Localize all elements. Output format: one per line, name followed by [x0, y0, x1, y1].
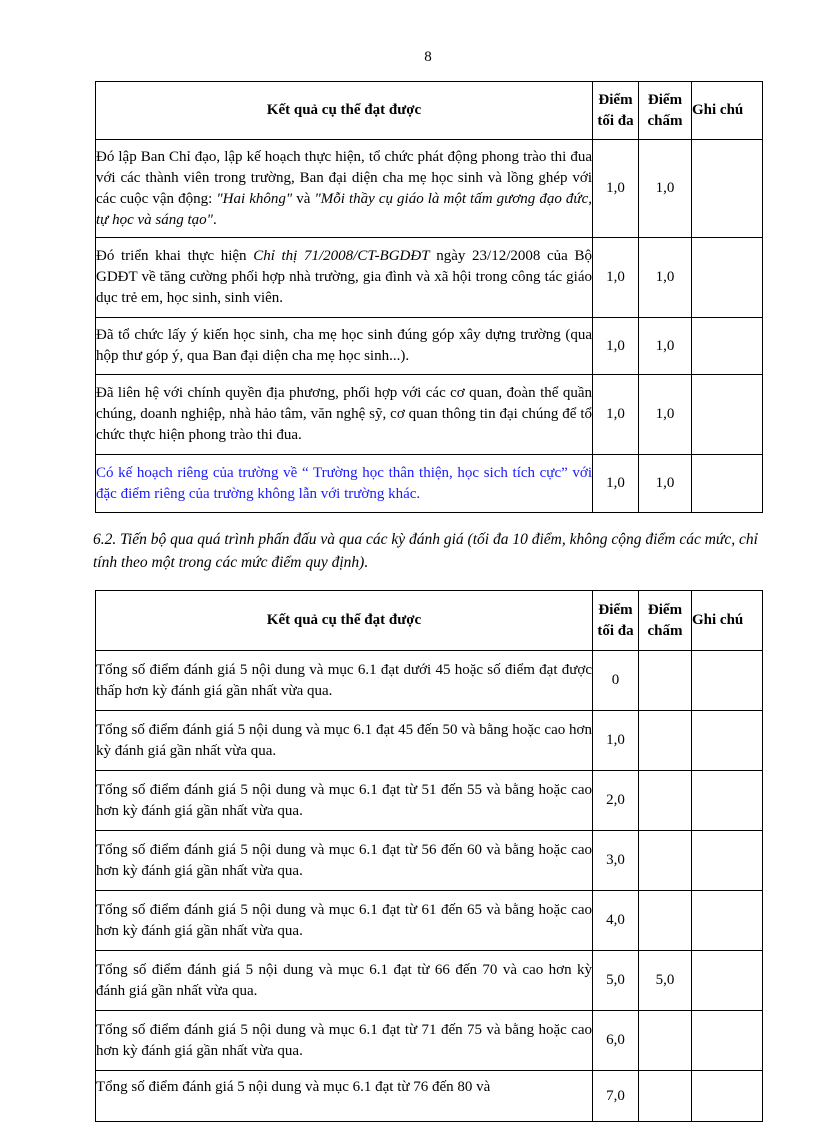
row-awarded-points: [639, 771, 692, 831]
row-max-points: 1,0: [593, 455, 639, 513]
row-awarded-points: 1,0: [639, 318, 692, 375]
row-content: [96, 238, 593, 318]
row-max-points: 3,0: [593, 831, 639, 891]
row-content: Tổng số điểm đánh giá 5 nội dung và mục 6.1 đạt từ 66 đến 70 và cao hơn kỳ đánh giá gần nhất vừa qua.: [96, 951, 593, 1011]
header-notes: Ghi chú: [692, 82, 763, 140]
table-row: [96, 140, 763, 238]
row-awarded-points: [639, 1011, 692, 1071]
row-max-points: 1,0: [593, 318, 639, 375]
row-note: [692, 651, 763, 711]
row-note: [692, 1071, 763, 1122]
row-max-points: 1,0: [593, 238, 639, 318]
header-notes: Ghi chú: [692, 591, 763, 651]
table-row: [96, 318, 763, 375]
table-row: [96, 375, 763, 455]
table-row: [96, 951, 763, 1011]
row-content: Đã tổ chức lấy ý kiến học sinh, cha mẹ học sinh đúng góp xây dựng trường (qua hộp thư góp ý, qua Ban đại diện cha mẹ học sinh...).: [96, 318, 593, 375]
row-content: Có kế hoạch riêng của trường về “ Trường học thân thiện, học sich tích cực” với đặc điểm riêng của trường không lẫn với trường khác.: [96, 455, 593, 513]
row-note: [692, 375, 763, 455]
row-text-italic: "Hai không": [216, 190, 293, 207]
header-content: Kết quả cụ thể đạt được: [96, 82, 593, 140]
table-row: [96, 1011, 763, 1071]
row-note: [692, 318, 763, 375]
header-content: Kết quả cụ thể đạt được: [96, 591, 593, 651]
row-content: Tổng số điểm đánh giá 5 nội dung và mục 6.1 đạt từ 71 đến 75 và bằng hoặc cao hơn kỳ đánh giá gần nhất vừa qua.: [96, 1011, 593, 1071]
table-row: [96, 831, 763, 891]
row-awarded-points: [639, 831, 692, 891]
row-content: Tổng số điểm đánh giá 5 nội dung và mục 6.1 đạt 45 đến 50 và bằng hoặc cao hơn kỳ đánh giá gần nhất vừa qua.: [96, 711, 593, 771]
table-row: [96, 238, 763, 318]
table-row: [96, 455, 763, 513]
header-max-points: Điểm tối đa: [593, 591, 639, 651]
row-awarded-points: [639, 891, 692, 951]
table-row: [96, 711, 763, 771]
row-note: [692, 455, 763, 513]
row-content: Đã liên hệ với chính quyền địa phương, phối hợp với các cơ quan, đoàn thể quần chúng, doanh nghiệp, nhà hảo tâm, văn nghệ sỹ, cơ quan thông tin đại chúng để tổ chức thực hiện phong trào thi đua.: [96, 375, 593, 455]
row-max-points: 4,0: [593, 891, 639, 951]
table-header-row: [96, 591, 763, 651]
row-content: Tổng số điểm đánh giá 5 nội dung và mục 6.1 đạt từ 56 đến 60 và bằng hoặc cao hơn kỳ đánh giá gần nhất vừa qua.: [96, 831, 593, 891]
table-header-row: [96, 82, 763, 140]
row-text: ngày 23/12/2008 của Bộ GDĐT về tăng cường phối hợp nhà trường, gia đình và xã hội trong công tác giáo dục trẻ em, học sinh, sinh viên.: [96, 248, 592, 306]
row-note: [692, 891, 763, 951]
row-max-points: 1,0: [593, 711, 639, 771]
row-awarded-points: [639, 651, 692, 711]
row-note: [692, 238, 763, 318]
row-max-points: 1,0: [593, 375, 639, 455]
row-content: Tổng số điểm đánh giá 5 nội dung và mục 6.1 đạt từ 61 đến 65 và bằng hoặc cao hơn kỳ đánh giá gần nhất vừa qua.: [96, 891, 593, 951]
table-row: [96, 891, 763, 951]
row-max-points: 5,0: [593, 951, 639, 1011]
header-awarded-points: Điểm chấm: [639, 591, 692, 651]
row-content: Tổng số điểm đánh giá 5 nội dung và mục 6.1 đạt dưới 45 hoặc số điểm đạt được thấp hơn kỳ đánh giá gần nhất vừa qua.: [96, 651, 593, 711]
row-content: Tổng số điểm đánh giá 5 nội dung và mục 6.1 đạt từ 76 đến 80 và: [96, 1071, 593, 1122]
header-max-points: Điểm tối đa: [593, 82, 639, 140]
row-text-italic: Chỉ thị 71/2008/CT-BGDĐT: [253, 248, 430, 264]
page-number: 8: [424, 49, 432, 65]
row-note: [692, 771, 763, 831]
row-text: Đó triển khai thực hiện: [96, 248, 254, 264]
row-awarded-points: 1,0: [639, 455, 692, 513]
row-content: Tổng số điểm đánh giá 5 nội dung và mục 6.1 đạt từ 51 đến 55 và bằng hoặc cao hơn kỳ đánh giá gần nhất vừa qua.: [96, 771, 593, 831]
table-row: [96, 651, 763, 711]
row-content: [96, 140, 593, 238]
table-row: [96, 771, 763, 831]
row-note: [692, 711, 763, 771]
row-max-points: 7,0: [593, 1071, 639, 1122]
criteria-table-6-2: [95, 590, 763, 1122]
table-row: [96, 1071, 763, 1122]
row-awarded-points: 1,0: [639, 140, 692, 238]
row-max-points: 1,0: [593, 140, 639, 238]
row-note: [692, 831, 763, 891]
row-awarded-points: [639, 1071, 692, 1122]
row-awarded-points: 1,0: [639, 238, 692, 318]
row-awarded-points: [639, 711, 692, 771]
row-max-points: 6,0: [593, 1011, 639, 1071]
row-max-points: 0: [593, 651, 639, 711]
row-text: .: [212, 211, 217, 228]
row-note: [692, 140, 763, 238]
row-text-italic: "Mỗi thầy cụ giáo là một tấm gương đạo đức, tự học và sáng tạo": [96, 190, 592, 228]
row-text: Đó lập Ban Chỉ đạo, lập kế hoạch thực hiện, tổ chức phát động phong trào thi đua với các thành viên trong trường, Ban đại diện cha mẹ học sinh và lồng ghép với các cuộc vận động:: [96, 148, 592, 207]
row-max-points: 2,0: [593, 771, 639, 831]
row-awarded-points: 5,0: [639, 951, 692, 1011]
row-note: [692, 1011, 763, 1071]
section-6-2-heading: 6.2. Tiến bộ qua quá trình phấn đấu và qua các kỳ đánh giá (tối đa 10 điểm, không cộng điểm các mức, chỉ tính theo một trong các mức điểm quy định).: [93, 531, 758, 571]
row-text: và: [292, 190, 315, 207]
header-awarded-points: Điểm chấm: [639, 82, 692, 140]
row-note: [692, 951, 763, 1011]
criteria-table-6-1: [95, 81, 763, 513]
row-awarded-points: 1,0: [639, 375, 692, 455]
